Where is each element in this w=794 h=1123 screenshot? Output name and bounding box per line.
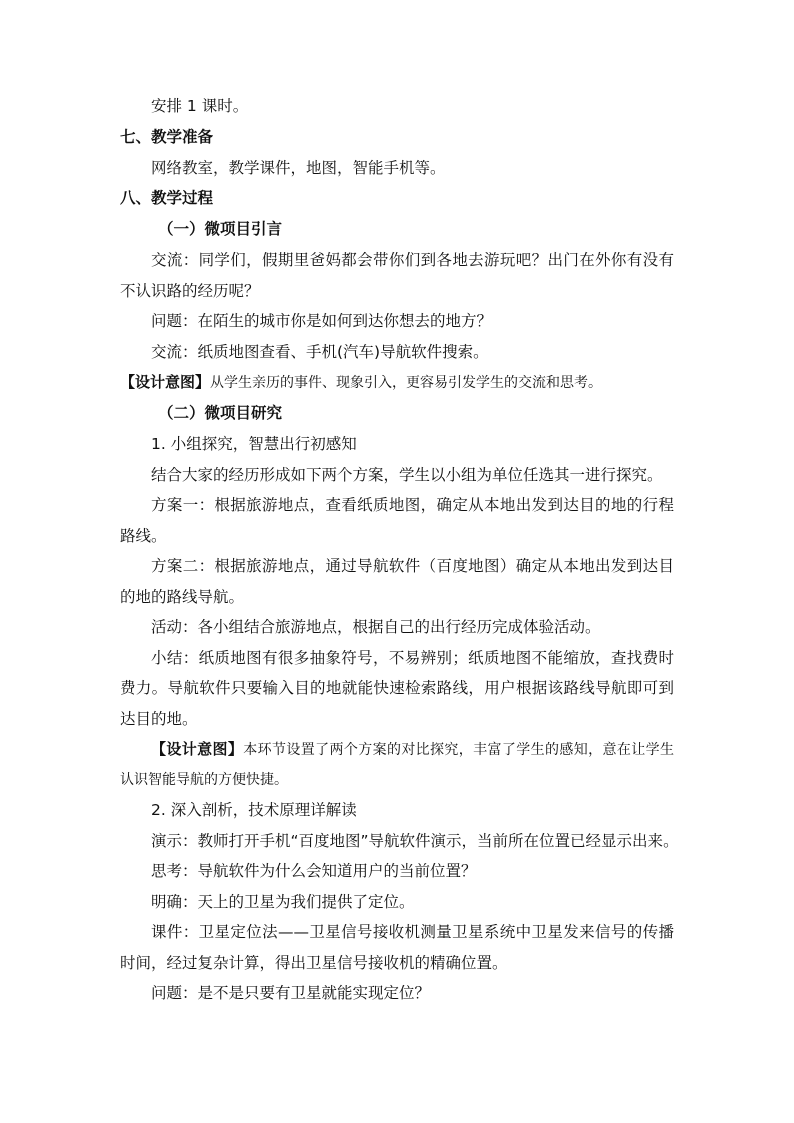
- paragraph-plan-one: 方案一：根据旅游地点，查看纸质地图，确定从本地出发到达目的地的行程路线。: [120, 496, 674, 545]
- paragraph-demo: 演示：教师打开手机“百度地图”导航软件演示，当前所在位置已经显示出来。: [151, 831, 679, 850]
- paragraph-exchange-1: 交流：同学们，假期里爸妈都会带你们到各地去游玩吧？出门在外你有没有不认识路的经历呢？: [120, 251, 674, 300]
- design-intent-note-2: [120, 734, 674, 795]
- paragraph-activity: 活动：各小组结合旅游地点，根据自己的出行经历完成体验活动。: [151, 618, 601, 636]
- paragraph-think: 思考：导航软件为什么会知道用户的当前位置？: [151, 862, 477, 880]
- paragraph-plans-intro: 结合大家的经历形成如下两个方案，学生以小组为单位任选其一进行探究。: [151, 465, 663, 484]
- paragraph-step-1: 1. 小组探究，智慧出行初感知: [151, 435, 357, 453]
- subheading-introduction: （一）微项目引言: [158, 220, 283, 238]
- paragraph-summary: 小结：纸质地图有很多抽象符号，不易辨别；纸质地图不能缩放，查找费时费力。导航软件只要输入目的地就能快速检索路线，用户根据该路线导航即可到达目的地。: [120, 648, 674, 728]
- paragraph-exchange-2: 交流：纸质地图查看、手机(汽车)导航软件搜索。: [151, 342, 489, 361]
- design-intent-text: 本环节设置了两个方案的对比探究，丰富了学生的感知，意在让学生认识智能导航的方便快捷。: [120, 742, 674, 788]
- paragraph-clarify: 明确：天上的卫星为我们提供了定位。: [151, 892, 415, 911]
- design-intent-tag: 【设计意图】: [151, 740, 244, 758]
- paragraph-question-1: 问题：在陌生的城市你是如何到达你想去的地方？: [151, 312, 493, 330]
- design-intent-note-1: [120, 367, 674, 398]
- design-intent-text: 从学生亲历的事件、现象引入，更容易引发学生的交流和思考。: [210, 375, 603, 391]
- paragraph-step-2: 2. 深入剖析，技术原理详解读: [151, 801, 357, 819]
- design-intent-tag: 【设计意图】: [120, 373, 211, 391]
- paragraph-preparation: 网络教室，教学课件，地图，智能手机等。: [151, 158, 446, 177]
- paragraph-lesson-hours: 安排 1 课时。: [151, 97, 249, 115]
- paragraph-question-2: 问题：是不是只要有卫星就能实现定位？: [151, 984, 431, 1002]
- heading-teaching-preparation: 七、教学准备: [120, 127, 214, 146]
- paragraph-plan-two: 方案二：根据旅游地点，通过导航软件（百度地图）确定从本地出发到达目的地的路线导航。: [120, 557, 674, 606]
- paragraph-courseware: 课件：卫星定位法——卫星信号接收机测量卫星系统中卫星发来信号的传播时间，经过复杂计算，得出卫星信号接收机的精确位置。: [120, 923, 674, 972]
- heading-teaching-process: 八、教学过程: [120, 189, 214, 207]
- subheading-research: （二）微项目研究: [158, 404, 283, 422]
